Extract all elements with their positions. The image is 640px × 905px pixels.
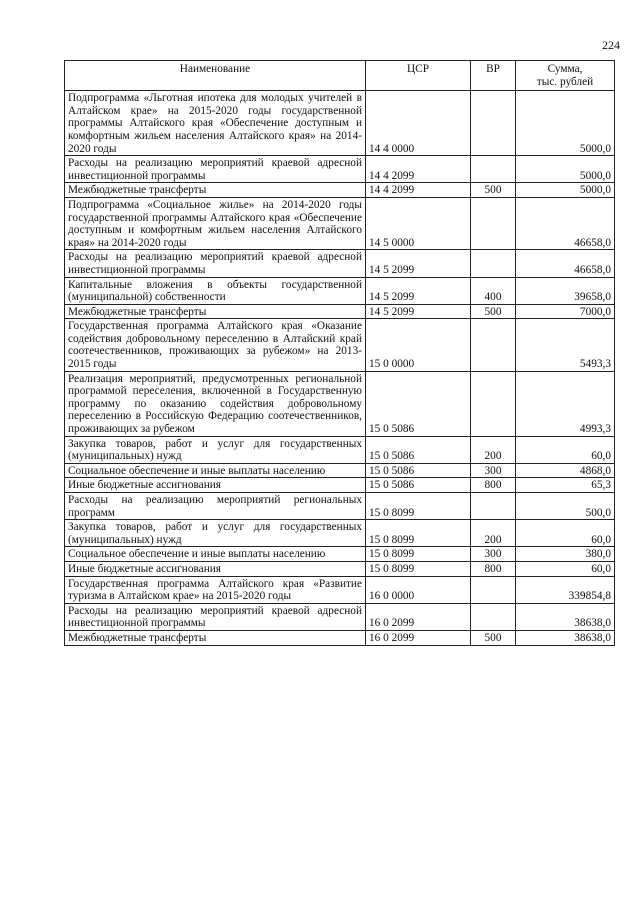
cell-name: Расходы на реализацию мероприятий краевой адресной инвестиционной программы	[65, 156, 366, 183]
cell-csr: 14 5 0000	[366, 197, 471, 249]
cell-csr: 15 0 8099	[366, 561, 471, 576]
cell-sum: 5000,0	[516, 156, 615, 183]
cell-sum: 5493,3	[516, 319, 615, 371]
cell-vr	[471, 197, 516, 249]
cell-name: Подпрограмма «Льготная ипотека для молодых учителей в Алтайском крае» на 2015-2020 годы государственной программы Алтайского края «Обеспечение доступным и комфортным жильем населения Алтайского края» на 2014-2020 годы	[65, 91, 366, 156]
cell-csr: 15 0 8099	[366, 547, 471, 562]
cell-name: Расходы на реализацию мероприятий краевой адресной инвестиционной программы	[65, 250, 366, 277]
cell-csr: 15 0 0000	[366, 319, 471, 371]
cell-name: Закупка товаров, работ и услуг для государственных (муниципальных) нужд	[65, 436, 366, 463]
cell-sum: 60,0	[516, 436, 615, 463]
cell-csr: 14 4 0000	[366, 91, 471, 156]
table-row	[65, 277, 615, 304]
cell-csr: 16 0 2099	[366, 603, 471, 630]
cell-name: Межбюджетные трансферты	[65, 183, 366, 198]
cell-name: Расходы на реализацию мероприятий региональных программ	[65, 493, 366, 520]
cell-vr: 500	[471, 630, 516, 645]
table-row	[65, 576, 615, 603]
table-row	[65, 319, 615, 371]
cell-csr: 14 5 2099	[366, 304, 471, 319]
cell-sum: 7000,0	[516, 304, 615, 319]
cell-sum: 4993,3	[516, 371, 615, 436]
table-row	[65, 371, 615, 436]
cell-vr: 200	[471, 436, 516, 463]
table-row	[65, 630, 615, 645]
cell-name: Капитальные вложения в объекты государственной (муниципальной) собственности	[65, 277, 366, 304]
cell-sum: 5000,0	[516, 91, 615, 156]
cell-vr: 800	[471, 478, 516, 493]
cell-csr: 15 0 5086	[366, 371, 471, 436]
table-row	[65, 493, 615, 520]
cell-name: Межбюджетные трансферты	[65, 630, 366, 645]
cell-name: Межбюджетные трансферты	[65, 304, 366, 319]
header-sum-line2: тыс. рублей	[536, 75, 594, 88]
header-csr: ЦСР	[366, 61, 471, 91]
header-sum-line1: Сумма,	[547, 63, 583, 75]
header-sum	[516, 61, 615, 91]
cell-vr	[471, 371, 516, 436]
table-row	[65, 478, 615, 493]
cell-name: Государственная программа Алтайского края «Оказание содействия добровольному переселению в Алтайский край соотечественников, проживающих за рубежом» на 2013-2015 годы	[65, 319, 366, 371]
table-body	[65, 91, 615, 645]
cell-sum: 38638,0	[516, 603, 615, 630]
cell-vr: 300	[471, 463, 516, 478]
table-row	[65, 197, 615, 249]
cell-vr	[471, 493, 516, 520]
cell-name: Расходы на реализацию мероприятий краевой адресной инвестиционной программы	[65, 603, 366, 630]
table-row	[65, 561, 615, 576]
cell-sum: 380,0	[516, 547, 615, 562]
table-row	[65, 156, 615, 183]
table-row	[65, 603, 615, 630]
cell-vr	[471, 250, 516, 277]
cell-sum: 60,0	[516, 561, 615, 576]
table-row	[65, 547, 615, 562]
cell-vr: 300	[471, 547, 516, 562]
cell-sum: 65,3	[516, 478, 615, 493]
cell-sum: 4868,0	[516, 463, 615, 478]
cell-sum: 46658,0	[516, 197, 615, 249]
cell-sum: 46658,0	[516, 250, 615, 277]
cell-vr: 400	[471, 277, 516, 304]
cell-vr: 500	[471, 183, 516, 198]
cell-vr	[471, 603, 516, 630]
table-row	[65, 250, 615, 277]
cell-name: Социальное обеспечение и иные выплаты населению	[65, 547, 366, 562]
cell-csr: 15 0 8099	[366, 520, 471, 547]
table-row	[65, 304, 615, 319]
table-header-row	[65, 61, 615, 91]
cell-csr: 15 0 5086	[366, 436, 471, 463]
cell-csr: 15 0 8099	[366, 493, 471, 520]
cell-name: Государственная программа Алтайского края «Развитие туризма в Алтайском крае» на 2015-2020 годы	[65, 576, 366, 603]
cell-sum: 39658,0	[516, 277, 615, 304]
cell-name: Подпрограмма «Социальное жилье» на 2014-2020 годы государственной программы Алтайского края «Обеспечение доступным и комфортным жильем населения Алтайского края» на 2014-2020 годы	[65, 197, 366, 249]
table-row	[65, 91, 615, 156]
cell-sum: 500,0	[516, 493, 615, 520]
cell-csr: 14 5 2099	[366, 277, 471, 304]
cell-vr	[471, 319, 516, 371]
cell-vr	[471, 576, 516, 603]
budget-table	[64, 60, 615, 646]
header-name: Наименование	[65, 61, 366, 91]
table-row	[65, 436, 615, 463]
cell-csr: 16 0 2099	[366, 630, 471, 645]
cell-csr: 16 0 0000	[366, 576, 471, 603]
cell-vr: 200	[471, 520, 516, 547]
cell-name: Иные бюджетные ассигнования	[65, 478, 366, 493]
cell-vr: 800	[471, 561, 516, 576]
table-row	[65, 183, 615, 198]
table-row	[65, 463, 615, 478]
cell-vr	[471, 156, 516, 183]
cell-sum: 60,0	[516, 520, 615, 547]
cell-vr: 500	[471, 304, 516, 319]
cell-vr	[471, 91, 516, 156]
cell-name: Иные бюджетные ассигнования	[65, 561, 366, 576]
cell-sum: 5000,0	[516, 183, 615, 198]
cell-csr: 14 4 2099	[366, 183, 471, 198]
cell-name: Социальное обеспечение и иные выплаты населению	[65, 463, 366, 478]
cell-name: Закупка товаров, работ и услуг для государственных (муниципальных) нужд	[65, 520, 366, 547]
cell-csr: 14 4 2099	[366, 156, 471, 183]
header-vr: ВР	[471, 61, 516, 91]
cell-name: Реализация мероприятий, предусмотренных региональной программой переселения, включенной в Государственную программу по оказанию содействия добровольному переселению в Российскую Федерацию соотечественников, проживающих за рубежом	[65, 371, 366, 436]
cell-sum: 38638,0	[516, 630, 615, 645]
page-number: 224	[602, 38, 620, 52]
table-row	[65, 520, 615, 547]
cell-csr: 15 0 5086	[366, 478, 471, 493]
cell-sum: 339854,8	[516, 576, 615, 603]
cell-csr: 15 0 5086	[366, 463, 471, 478]
cell-csr: 14 5 2099	[366, 250, 471, 277]
